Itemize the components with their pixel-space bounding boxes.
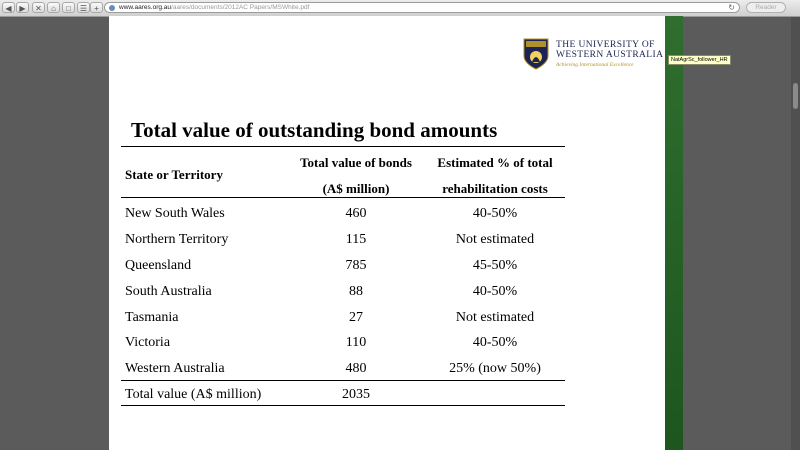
- tooltip: NatAgrSc_follower_HR: [668, 55, 731, 65]
- table-row-state: Western Australia: [125, 361, 225, 376]
- table-header-rule: [121, 197, 565, 198]
- table-row-value: 27: [349, 310, 363, 325]
- table-row-pct: 40-50%: [472, 206, 518, 221]
- add-bookmark-icon[interactable]: +: [90, 2, 103, 13]
- url-host: www.aares.org.au: [119, 4, 172, 11]
- table-row-state: Tasmania: [125, 310, 179, 325]
- share-icon[interactable]: □: [62, 2, 75, 13]
- back-icon[interactable]: ◀: [2, 2, 15, 13]
- table-top-rule: [121, 146, 565, 147]
- table-row-pct: 25% (now 50%): [449, 361, 541, 376]
- globe-icon: [109, 5, 115, 11]
- crest-icon: [523, 38, 549, 70]
- reload-icon[interactable]: ↻: [728, 3, 735, 12]
- table-row-pct: 40-50%: [472, 335, 518, 350]
- table-bottom-rule: [121, 405, 565, 406]
- table-row-value: 110: [345, 335, 367, 350]
- reader-button[interactable]: Reader: [746, 2, 786, 13]
- table-row-state: Northern Territory: [125, 232, 229, 247]
- logo-line-2: WESTERN AUSTRALIA: [556, 50, 664, 60]
- header-pct-line2: rehabilitation costs: [442, 181, 548, 196]
- table-row-value: 785: [345, 258, 367, 273]
- table-row-pct: Not estimated: [455, 232, 535, 247]
- bookmarks-icon[interactable]: ☰: [77, 2, 90, 13]
- header-state: State or Territory: [125, 167, 223, 182]
- table-row-value: 460: [345, 206, 367, 221]
- logo-motto: Achieving International Excellence: [556, 62, 634, 68]
- table-row-state: Queensland: [125, 258, 192, 273]
- table-row-value: 88: [349, 284, 363, 299]
- header-value-line2: (A$ million): [322, 181, 390, 196]
- header-pct-line1: Estimated % of total: [437, 155, 553, 170]
- total-value: 2035: [342, 387, 370, 402]
- table-row-pct: 45-50%: [472, 258, 518, 273]
- browser-toolbar: [0, 0, 800, 17]
- table-row-state: South Australia: [125, 284, 212, 299]
- url-path: /aares/documents/2012AC Papers/MSWhite.pdf: [171, 4, 310, 11]
- slide-green-border: [665, 16, 683, 450]
- table-total-rule: [121, 380, 565, 381]
- address-bar[interactable]: [104, 2, 740, 13]
- table-row-value: 115: [345, 232, 367, 247]
- home-icon[interactable]: ⌂: [47, 2, 60, 13]
- table-row-value: 480: [345, 361, 367, 376]
- table-row-pct: Not estimated: [455, 310, 535, 325]
- table-row-state: Victoria: [125, 335, 171, 350]
- scrollbar-thumb[interactable]: [793, 83, 798, 109]
- close-tab-icon[interactable]: ✕: [32, 2, 45, 13]
- university-logo: [523, 38, 664, 74]
- table-row-state: New South Wales: [125, 206, 225, 221]
- table-row-pct: 40-50%: [472, 284, 518, 299]
- slide-title: Total value of outstanding bond amounts: [131, 118, 498, 142]
- forward-icon[interactable]: ▶: [16, 2, 29, 13]
- header-value-line1: Total value of bonds: [300, 155, 412, 170]
- logo-line-1: THE UNIVERSITY OF: [556, 40, 655, 50]
- total-label: Total value (A$ million): [125, 387, 262, 402]
- scrollbar[interactable]: [791, 17, 800, 450]
